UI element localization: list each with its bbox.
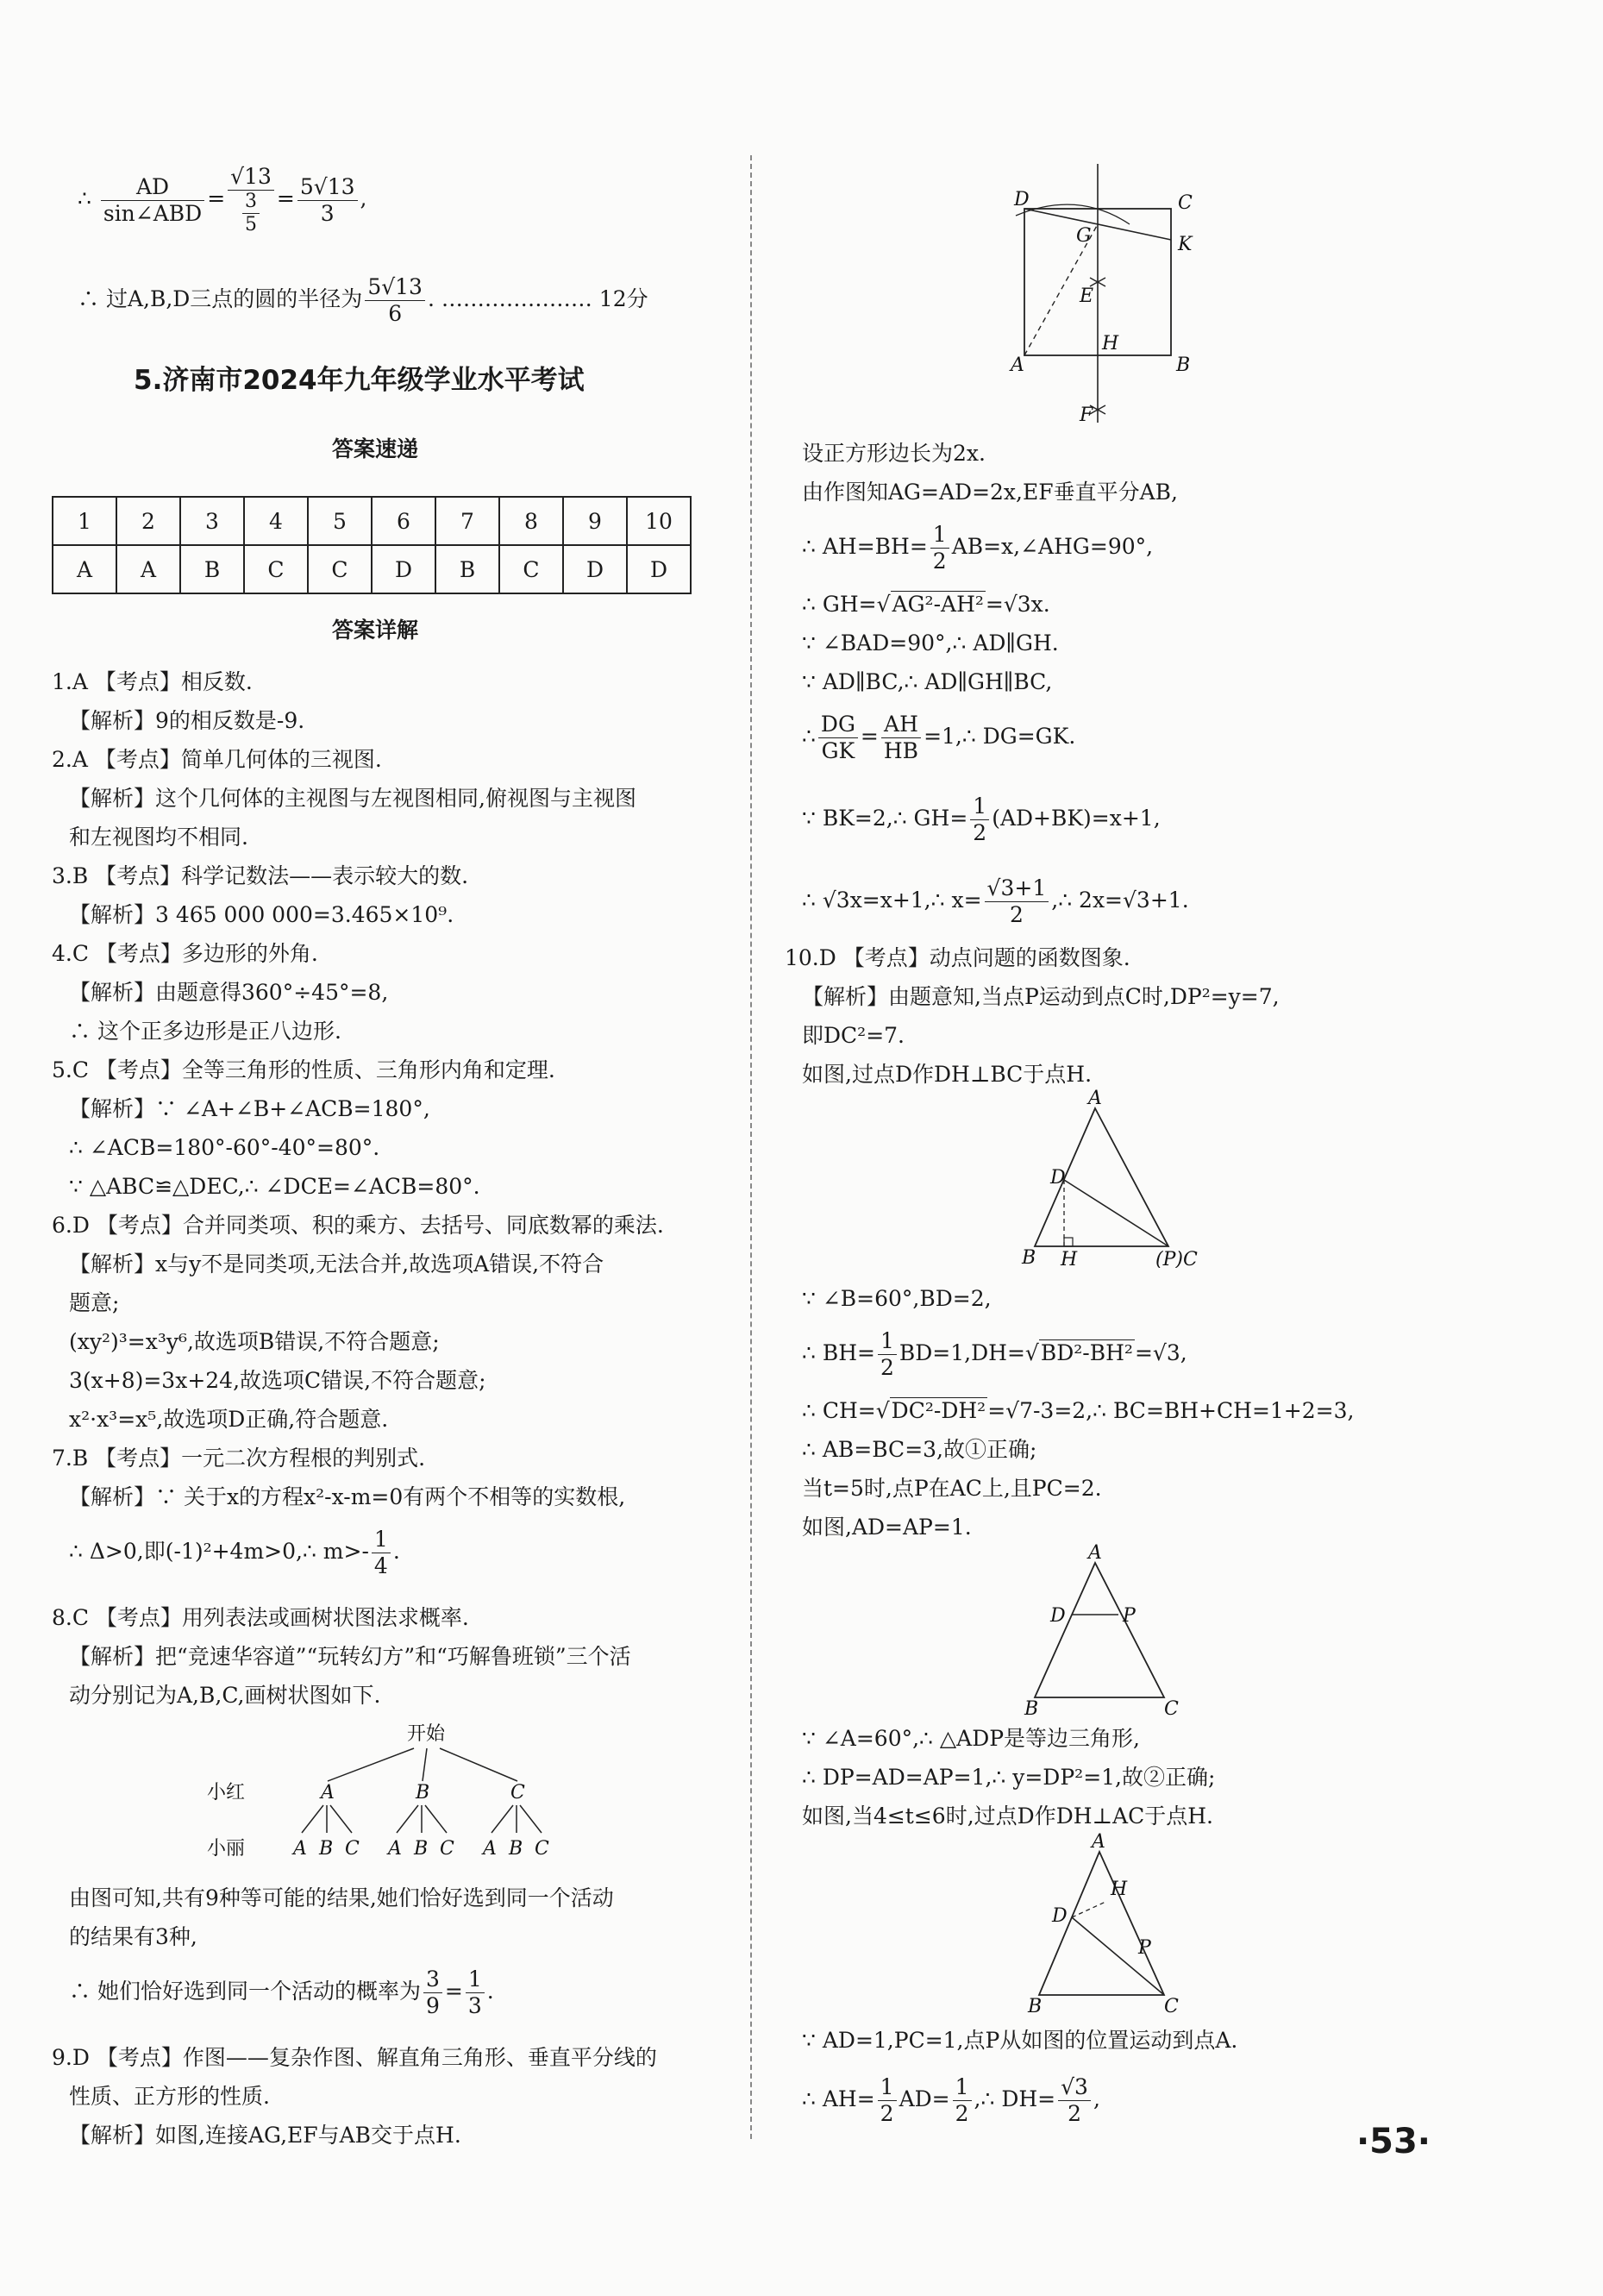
tree-start-label: 开始 [407,1723,446,1745]
point-label: A [1088,1544,1102,1564]
q10-analysis-d: ∵ ∠B=60°,BD=2, [802,1286,992,1311]
table-cell: 3 [180,497,244,545]
q10-analysis-j: ∵ ∠A=60°,∴ △ADP是等边三角形, [802,1726,1141,1751]
point-label: C [1164,1698,1179,1716]
q6-analysis-d: 3(x+8)=3x+24,故选项C错误,不符合题意; [69,1368,486,1393]
table-cell: 5 [308,497,372,545]
answer-quick-heading: 答案速递 [332,436,419,461]
q8-analysis-e: ∴ 她们恰好选到同一个活动的概率为 $\frac{3}{9}$ = $\frac{1}{3}$ . [69,1967,494,2018]
q4-analysis: 【解析】由题意得360°÷45°=8, [69,980,389,1005]
answer-table-answer-row [53,545,691,593]
r-line-2: 由作图知AG=AD=2x,EF垂直平分AB, [802,480,1178,505]
point-label: F [1080,405,1093,426]
q10-analysis-k: ∴ DP=AD=AP=1,∴ y=DP²=1,故②正确; [802,1765,1216,1790]
q10-analysis-c: 如图,过点D作DH⊥BC于点H. [802,1062,1093,1087]
point-label: D [1052,1905,1068,1927]
q10-analysis-l: 如图,当4≤t≤6时,过点D作DH⊥AC于点H. [802,1804,1213,1829]
point-label: P [1138,1937,1151,1959]
square-construction-diagram [1000,164,1224,431]
table-cell: 10 [627,497,691,545]
q6-analysis-b: 题意; [69,1290,120,1315]
q8-analysis-d: 的结果有3种, [69,1924,197,1949]
point-label: B [1022,1247,1036,1268]
tree-row1-label: 小红 [207,1782,246,1804]
point-label: H [1111,1879,1128,1900]
q10-analysis-m: ∵ AD=1,PC=1,点P从如图的位置运动到点A. [802,2028,1238,2053]
q10-analysis-g: ∴ AB=BC=3,故①正确; [802,1437,1037,1462]
table-cell: D [563,545,627,593]
point-label: A [1011,354,1024,376]
table-cell: C [308,545,372,593]
tree-letter: A [483,1838,497,1860]
table-cell: C [499,545,563,593]
q1-analysis: 【解析】9的相反数是-9. [69,708,305,733]
answer-table-number-row [53,497,691,545]
tree-letter: B [416,1782,430,1804]
table-cell: 9 [563,497,627,545]
answer-table [52,496,692,594]
point-label: B [1024,1698,1039,1716]
q6-head: 6.D 【考点】合并同类项、积的乘方、去括号、同底数幂的乘法. [52,1213,664,1238]
point-label: B [1176,354,1191,376]
q5-analysis-c: ∵ △ABC≌△DEC,∴ ∠DCE=∠ACB=80°. [69,1174,480,1199]
radius-line: ∴ 过A,B,D三点的圆的半径为 $\frac{5√13}{6}$ . ………………… 12分 [78,274,648,326]
q7-analysis: 【解析】∵ 关于x的方程x²-x-m=0有两个不相等的实数根, [69,1484,626,1509]
r-line-8: ∵ BK=2,∴ GH= $\frac{1}{2}$ (AD+BK)=x+1, [802,794,1161,845]
exam-title: 5.济南市2024年九年级学业水平考试 [134,365,585,396]
q10-head: 10.D 【考点】动点问题的函数图象. [785,945,1130,970]
table-cell: 7 [435,497,499,545]
q3-analysis: 【解析】3 465 000 000=3.465×10⁹. [69,902,454,927]
tree-letter: C [535,1838,549,1860]
table-cell: 2 [116,497,180,545]
r-line-7: ∴ $\frac{DG}{GK}$ = $\frac{AH}{HB}$ =1,∴ DG=GK. [802,712,1076,763]
q2-analysis-cont: 和左视图均不相同. [69,825,248,850]
tree-letter: A [388,1838,402,1860]
point-label: B [1028,1996,1043,2014]
q6-analysis-c: (xy²)³=x³y⁶,故选项B错误,不符合题意; [69,1329,440,1354]
q10-analysis-i: 如图,AD=AP=1. [802,1515,972,1540]
q10-analysis: 【解析】由题意知,当点P运动到点C时,DP²=y=7, [802,984,1280,1009]
table-cell: 6 [372,497,435,545]
point-label: A [1092,1833,1105,1853]
point-label: G [1076,225,1092,247]
q10-analysis-b: 即DC²=7. [802,1023,905,1048]
probability-tree-diagram [207,1721,655,1885]
point-label: H [1061,1249,1078,1268]
q9-head: 9.D 【考点】作图——复杂作图、解直角三角形、垂直平分线的 [52,2045,657,2070]
point-label: A [1088,1088,1102,1109]
ad-ratio-line: ∴ $\frac{AD}{\text{sin∠ABD}}$ = $\frac{√13}{\frac{3}{5}}$ = $\frac{5√13}{3}$ , [78,164,367,235]
tree-row2-label: 小丽 [207,1838,246,1860]
q5-head: 5.C 【考点】全等三角形的性质、三角形内角和定理. [52,1057,555,1082]
point-label: P [1123,1605,1136,1627]
q3-head: 3.B 【考点】科学记数法——表示较大的数. [52,863,469,888]
q6-analysis: 【解析】x与y不是同类项,无法合并,故选项A错误,不符合 [69,1252,604,1277]
q8-analysis-c: 由图可知,共有9种等可能的结果,她们恰好选到同一个活动 [69,1885,614,1910]
table-cell: B [435,545,499,593]
q8-analysis: 【解析】把“竞速华容道”“玩转幻方”和“巧解鲁班锁”三个活 [69,1644,631,1669]
q2-analysis: 【解析】这个几何体的主视图与左视图相同,俯视图与主视图 [69,786,636,811]
table-cell: 8 [499,497,563,545]
r-line-5: ∵ ∠BAD=90°,∴ AD∥GH. [802,630,1059,656]
answer-detail-heading: 答案详解 [332,618,419,643]
table-cell: D [372,545,435,593]
table-cell: C [244,545,308,593]
triangle-diagram-3 [1018,1833,1242,2014]
tree-letter: C [345,1838,360,1860]
point-label: C [1178,192,1193,214]
point-label: K [1178,234,1193,255]
r-line-1: 设正方形边长为2x. [802,441,986,466]
table-cell: A [53,545,116,593]
point-label: C [1164,1996,1179,2014]
r-line-6: ∵ AD∥BC,∴ AD∥GH∥BC, [802,669,1053,694]
r-line-4: ∴ GH=√AG²-AH²=√3x. [802,592,1050,617]
q8-analysis-b: 动分别记为A,B,C,画树状图如下. [69,1683,381,1708]
column-divider [750,155,752,2139]
q7-head: 7.B 【考点】一元二次方程根的判别式. [52,1446,426,1471]
q7-analysis-b: ∴ Δ>0,即(-1)²+4m>0,∴ m>- $\frac{1}{4}$ . [69,1527,400,1578]
q10-analysis-h: 当t=5时,点P在AC上,且PC=2. [802,1476,1102,1501]
tree-letter: A [293,1838,307,1860]
table-cell: D [627,545,691,593]
tree-letter: B [414,1838,429,1860]
table-cell: B [180,545,244,593]
tree-letter: B [319,1838,334,1860]
q10-analysis-f: ∴ CH=√DC²-DH²=√7-3=2,∴ BC=BH+CH=1+2=3, [802,1398,1355,1423]
q8-head: 8.C 【考点】用列表法或画树状图法求概率. [52,1605,469,1630]
point-label: (P)C [1155,1249,1198,1268]
point-label: D [1050,1605,1066,1627]
tree-letter: C [510,1782,525,1804]
q9-analysis: 【解析】如图,连接AG,EF与AB交于点H. [69,2123,461,2148]
point-label: E [1080,285,1094,307]
tree-letter: B [509,1838,523,1860]
q5-analysis: 【解析】∵ ∠A+∠B+∠ACB=180°, [69,1096,430,1121]
q2-head: 2.A 【考点】简单几何体的三视图. [52,747,382,772]
r-line-3: ∴ AH=BH= $\frac{1}{2}$ AB=x,∠AHG=90°, [802,522,1154,574]
q10-analysis-n: ∴ AH= $\frac{1}{2}$ AD= $\frac{1}{2}$ ,∴ DH= $\frac{√3}{2}$ , [802,2074,1100,2126]
page-number: ·53· [1356,2122,1431,2161]
point-label: H [1102,333,1119,354]
triangle-diagram-2 [1018,1544,1242,1716]
tree-letter: C [440,1838,454,1860]
tree-letter: A [321,1782,335,1804]
table-cell: 4 [244,497,308,545]
triangle-diagram-1 [1018,1087,1242,1268]
point-label: D [1050,1167,1066,1189]
q1-head: 1.A 【考点】相反数. [52,669,253,694]
r-line-9: ∴ √3x=x+1,∴ x= $\frac{√3+1}{2}$ ,∴ 2x=√3+1. [802,875,1189,927]
q5-analysis-b: ∴ ∠ACB=180°-60°-40°=80°. [69,1135,380,1160]
q4-analysis-cont: ∴ 这个正多边形是正八边形. [69,1019,341,1044]
table-cell: 1 [53,497,116,545]
point-label: D [1014,189,1030,210]
table-cell: A [116,545,180,593]
q4-head: 4.C 【考点】多边形的外角. [52,941,318,966]
q6-analysis-e: x²·x³=x⁵,故选项D正确,符合题意. [69,1407,389,1432]
q10-analysis-e: ∴ BH= $\frac{1}{2}$ BD=1,DH=√BD²-BH²=√3, [802,1328,1187,1380]
q9-head-cont: 性质、正方形的性质. [69,2084,270,2109]
